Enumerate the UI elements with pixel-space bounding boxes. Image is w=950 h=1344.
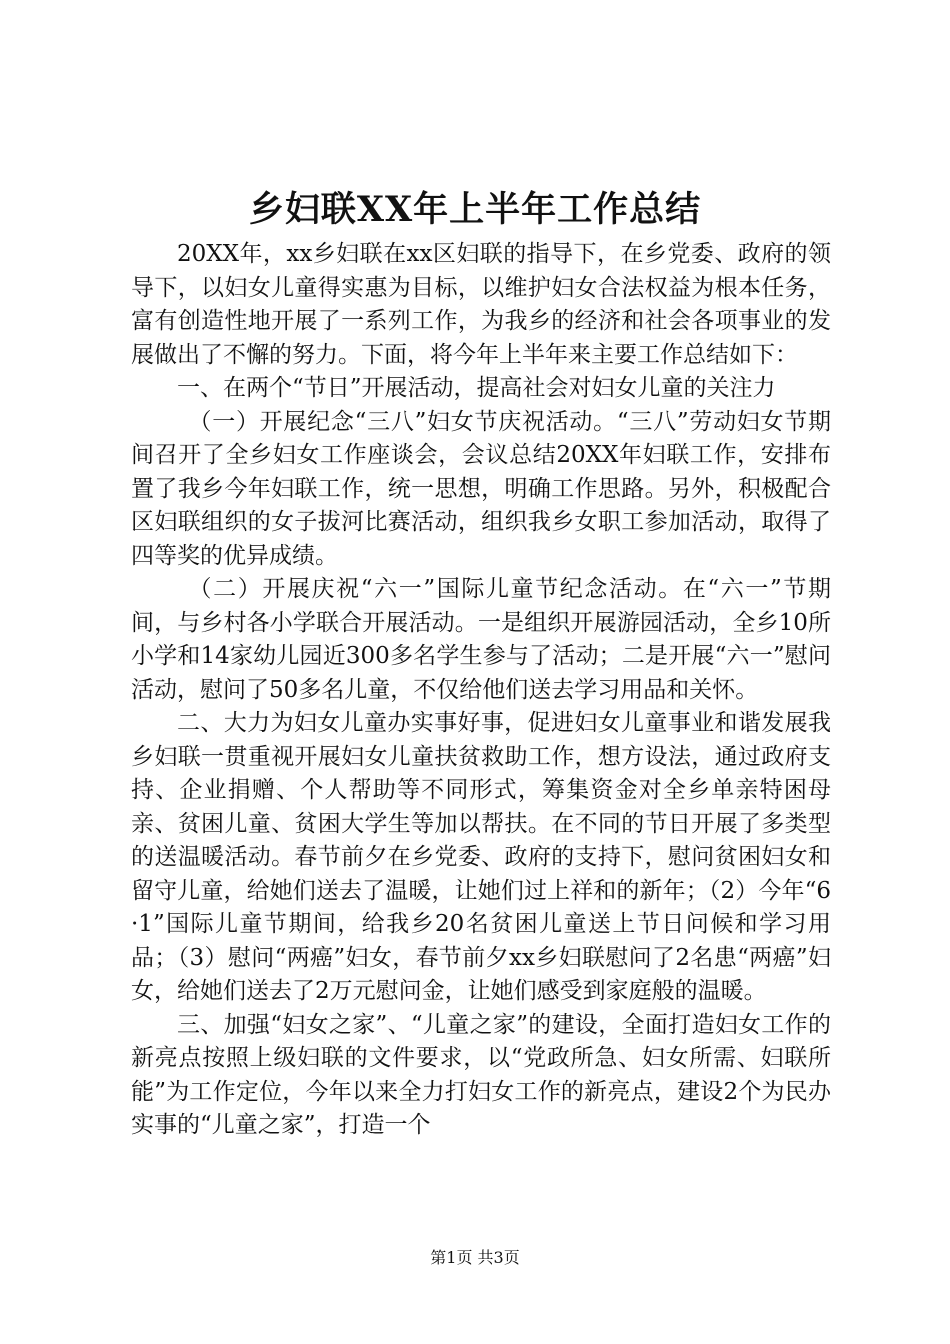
document-title: 乡妇联XX年上半年工作总结 [248,189,702,230]
subsection-paragraph-2: （二）开展庆祝“六一”国际儿童节纪念活动。在“六一”节期间，与乡村各小学联合开展活动。一是组织开展游园活动，全乡10所小学和14家幼儿园近300多名学生参与了活动；二是开展“六一”慰问活动，慰问了50多名儿童，不仅给他们送去学习用品和关怀。 [131,576,831,703]
section-paragraph-3: 三、加强“妇女之家”、“儿童之家”的建设，全面打造妇女工作的新亮点按照上级妇联的文件要求，以“党政所急、妇女所需、妇联所能”为工作定位，今年以来全力打妇女工作的新亮点，建设2个为民办实事的“儿童之家”，打造一个 [131,1011,831,1138]
section-heading-1: 一、在两个“节日”开展活动，提高社会对妇女儿童的关注力 [177,375,776,401]
subsection-paragraph-1: （一）开展纪念“三八”妇女节庆祝活动。“三八”劳动妇女节期间召开了全乡妇女工作座谈会，会议总结20XX年妇联工作，安排布置了我乡今年妇联工作，统一思想，明确工作思路。另外，积极配合区妇联组织的女子拔河比赛活动，组织我乡女职工参加活动，取得了四等奖的优异成绩。 [131,408,831,569]
document-body [131,238,831,1143]
intro-paragraph: 20XX年，xx乡妇联在xx区妇联的指导下，在乡党委、政府的领导下，以妇女儿童得实惠为目标，以维护妇女合法权益为根本任务，富有创造性地开展了一系列工作，为我乡的经济和社会各项事业的发展做出了不懈的努力。下面，将今年上半年来主要工作总结如下： [131,241,831,368]
section-paragraph-2: 二、大力为妇女儿童办实事好事，促进妇女儿童事业和谐发展我乡妇联一贯重视开展妇女儿童扶贫救助工作，想方设法，通过政府支持、企业捐赠、个人帮助等不同形式，筹集资金对全乡单亲特困母亲、贫困儿童、贫困大学生等加以帮扶。在不同的节日开展了多类型的送温暖活动。春节前夕在乡党委、政府的支持下，慰问贫困妇女和留守儿童，给她们送去了温暖，让她们过上祥和的新年；（2）今年“6·1”国际儿童节期间，给我乡20名贫困儿童送上节日问候和学习用品；（3）慰问“两癌”妇女，春节前夕xx乡妇联慰问了2名患“两癌”妇女，给她们送去了2万元慰问金，让她们感受到家庭般的温暖。 [131,710,831,1004]
page-indicator: 第1页 共3页 [430,1248,520,1267]
